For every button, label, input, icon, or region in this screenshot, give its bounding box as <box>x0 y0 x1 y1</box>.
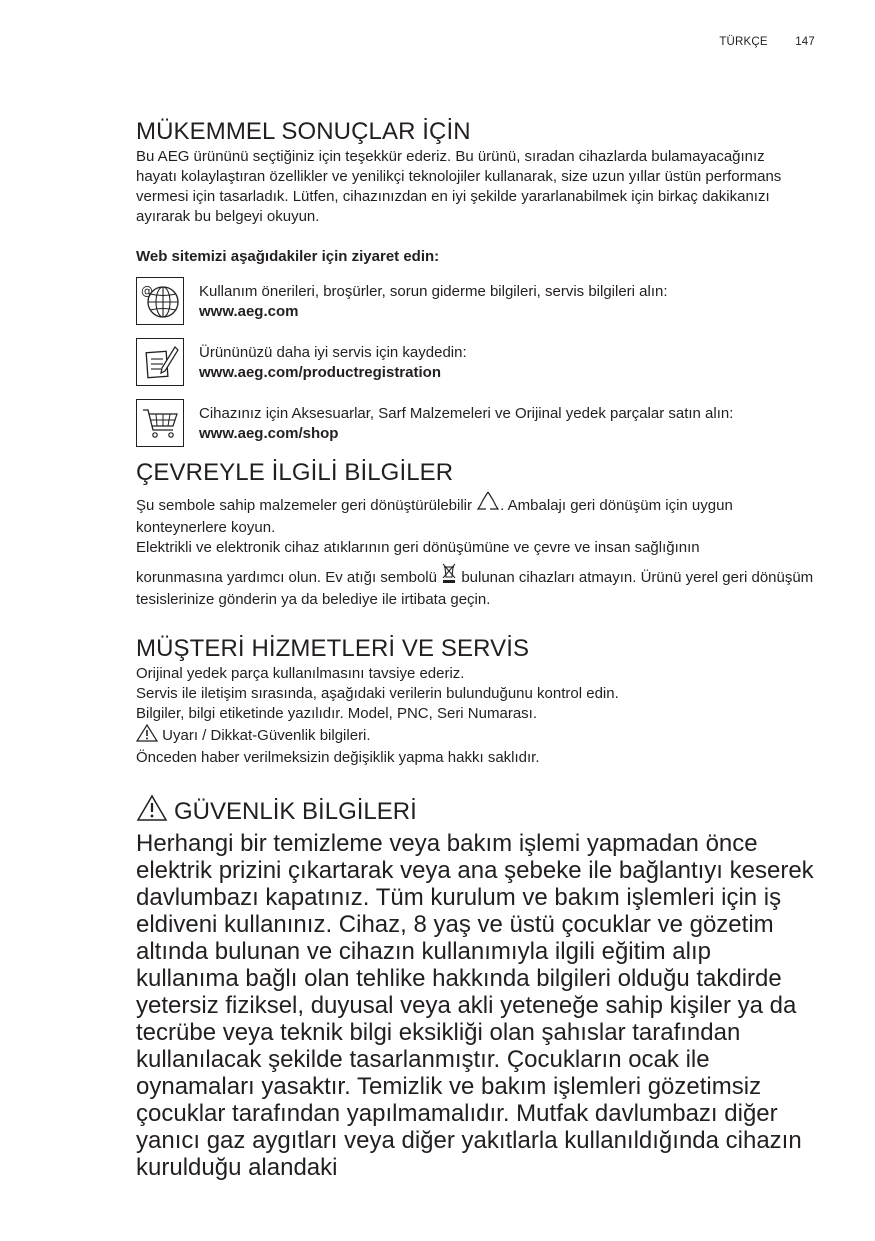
page-number: 147 <box>795 36 815 48</box>
service-line: Önceden haber verilmeksizin değişiklik yapma hakkı saklıdır. <box>136 749 540 766</box>
weee-text-end: bulunan cihazları atmayın. Ürünü yerel geri dönüşüm tesislerinize gönderin ya da belediye ile irtibata geçin. <box>136 569 814 608</box>
shopping-cart-icon <box>136 399 184 447</box>
warning-line <box>136 724 816 748</box>
crossed-bin-icon <box>441 562 457 590</box>
web-link-text: Ürününüzü daha iyi servis için kaydedin: <box>199 344 467 361</box>
safety-paragraph: Herhangi bir temizleme veya bakım işlemi yapmadan önce elektrik prizini çıkartarak veya ana şebeke ile bağlantıyı keserek davlumbazı kapatınız. Tüm kurulum ve bakım işlemleri için iş eldiveni kullanınız. Cihaz, 8 yaş ve üstü çocuklar ve gözetim altında bulunan ve cihazın kullanımıyla ilgili eğitim alıp kullanıma bağlı olan tehlike hakkında bilgileri olduğu takdirde yetersiz fiziksel, duyusal veya akli yeteneğe sahip kişiler ya da tecrübe veya teknik bilgi eksikliği olan şahıslar tarafından kullanılacak şekilde tasarlanmıştır. Çocukların ocak ile oynamaları yasaktır. Temizlik ve bakım işlemleri gözetimsiz çocuklar tarafından yapılmamalıdır. Mutfak davlumbazı diğer yanıcı gaz aygıtları veya diğer yakıtlarla kullanıldığında cihazın kurulduğu alandaki <box>136 830 814 1181</box>
weee-paragraph-line1: Elektrikli ve elektronik cihaz atıklarının geri dönüşümüne ve çevre ve insan sağlığının <box>136 539 700 556</box>
section-title: MÜŞTERİ HİZMETLERİ VE SERVİS <box>136 635 530 662</box>
section-title: ÇEVREYLE İLGİLİ BİLGİLER <box>136 459 454 486</box>
weee-text-start: korunmasına yardımcı olun. Ev atığı sembolü <box>136 569 442 586</box>
recycling-paragraph <box>136 490 816 538</box>
recycling-text-end: . Ambalajı geri dönüşüm için uygun konteynerlere koyun. <box>136 497 733 536</box>
recycling-text-start: Şu sembole sahip malzemeler geri dönüştürülebilir <box>136 497 477 514</box>
language-label: TÜRKÇE <box>719 36 768 48</box>
web-link-row-support <box>136 277 816 328</box>
safety-title <box>136 794 816 830</box>
web-link-url[interactable]: www.aeg.com/shop <box>199 425 339 442</box>
safety-section <box>136 794 816 1181</box>
web-link-row-registration <box>136 338 816 389</box>
web-link-text: Kullanım önerileri, broşürler, sorun giderme bilgileri, servis bilgileri alın: <box>199 283 668 300</box>
service-line: Bilgiler, bilgi etiketinde yazılıdır. Model, PNC, Seri Numarası. <box>136 705 537 722</box>
customer-service-section <box>136 634 816 768</box>
registration-icon <box>136 338 184 386</box>
perfect-results-section <box>136 117 816 450</box>
warning-icon <box>136 794 174 830</box>
svg-text:@: @ <box>141 284 153 298</box>
globe-icon <box>136 277 184 325</box>
warning-text: Uyarı / Dikkat-Güvenlik bilgileri. <box>162 727 371 744</box>
web-visit-title: Web sitemizi aşağıdakiler için ziyaret edin: <box>136 248 440 265</box>
environment-section <box>136 458 816 610</box>
service-line: Orijinal yedek parça kullanılmasını tavsiye ederiz. <box>136 665 465 682</box>
page-content <box>136 117 816 1181</box>
web-link-url[interactable]: www.aeg.com/productregistration <box>199 364 441 381</box>
web-link-url[interactable]: www.aeg.com <box>199 303 299 320</box>
weee-paragraph <box>136 562 816 610</box>
service-line: Servis ile iletişim sırasında, aşağıdaki verilerin bulunduğunu kontrol edin. <box>136 685 619 702</box>
intro-paragraph: Bu AEG ürününü seçtiğiniz için teşekkür ederiz. Bu ürünü, sıradan cihazlarda bulamayacağınız hayatı kolaylaştıran özellikler ve yenilikçi teknolojiler kullanarak, size uzun yıllar üstün performans vermesi için tasarladık. Lütfen, cihazınızdan en iyi şekilde yararlanabilmek için birkaç dakikanızı ayırarak bu belgeyi okuyun. <box>136 148 782 225</box>
recycle-icon <box>476 490 500 518</box>
page-header <box>719 36 815 48</box>
warning-icon <box>136 724 158 748</box>
web-link-row-shop <box>136 399 816 450</box>
section-title: MÜKEMMEL SONUÇLAR İÇİN <box>136 118 471 145</box>
safety-title-text: GÜVENLİK BİLGİLERİ <box>174 798 417 825</box>
web-link-text: Cihazınız için Aksesuarlar, Sarf Malzemeleri ve Orijinal yedek parçalar satın alın: <box>199 405 734 422</box>
